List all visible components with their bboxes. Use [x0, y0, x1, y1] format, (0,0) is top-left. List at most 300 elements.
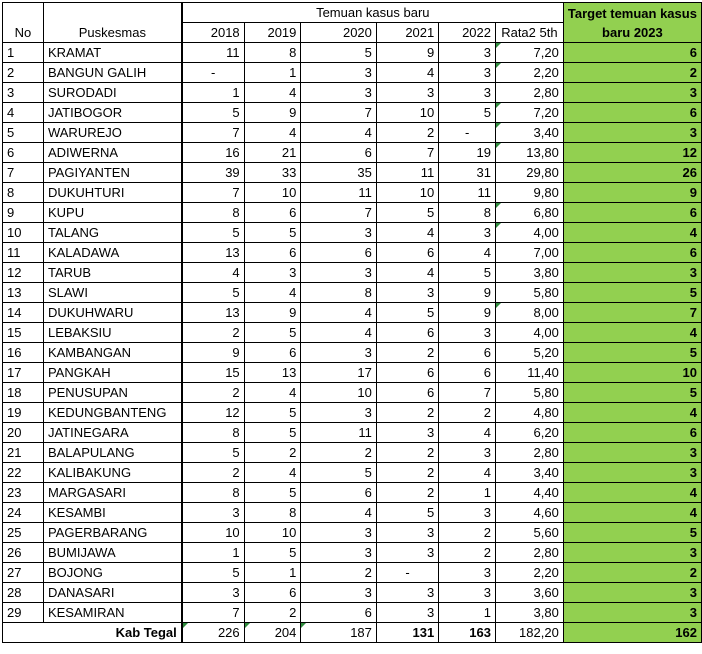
- cell-no[interactable]: 7: [3, 163, 44, 183]
- cell-year-2020[interactable]: 2: [301, 563, 377, 583]
- cell-no[interactable]: 17: [3, 363, 44, 383]
- cell-target[interactable]: 9: [563, 183, 701, 203]
- table-row: [3, 123, 702, 143]
- cell-year-2022[interactable]: 2: [439, 543, 496, 563]
- cell-year-2022[interactable]: 9: [439, 283, 496, 303]
- cell-avg[interactable]: 2,80: [495, 443, 563, 463]
- cell-year-2018[interactable]: 7: [182, 123, 244, 143]
- table-row: [3, 363, 702, 383]
- cell-puskesmas[interactable]: PANGKAH: [43, 363, 181, 383]
- cell-year-2019[interactable]: 4: [244, 383, 301, 403]
- cell-no[interactable]: 24: [3, 503, 44, 523]
- cell-avg[interactable]: 3,60: [495, 583, 563, 603]
- cell-target[interactable]: 2: [563, 563, 701, 583]
- cell-target[interactable]: 3: [563, 603, 701, 623]
- cell-year-2021[interactable]: 2: [376, 403, 438, 423]
- cell-year-2022[interactable]: 19: [439, 143, 496, 163]
- cell-year-2018[interactable]: 2: [182, 383, 244, 403]
- cell-no[interactable]: 5: [3, 123, 44, 143]
- cell-puskesmas[interactable]: WARUREJO: [43, 123, 181, 143]
- cell-puskesmas[interactable]: SURODADI: [43, 83, 181, 103]
- cell-year-2020[interactable]: 7: [301, 103, 377, 123]
- cell-no[interactable]: 16: [3, 343, 44, 363]
- cell-year-2021[interactable]: 6: [376, 363, 438, 383]
- table-row: [3, 223, 702, 243]
- cell-year-2018[interactable]: 5: [182, 563, 244, 583]
- cell-year-2021[interactable]: 3: [376, 423, 438, 443]
- cell-year-2018[interactable]: -: [182, 63, 244, 83]
- header-avg[interactable]: Rata2 5th: [495, 23, 563, 43]
- cell-year-2020[interactable]: 3: [301, 543, 377, 563]
- cell-no[interactable]: 15: [3, 323, 44, 343]
- total-year-2019[interactable]: 204: [244, 623, 301, 643]
- cell-year-2019[interactable]: 4: [244, 123, 301, 143]
- table-row: [3, 83, 702, 103]
- cell-year-2018[interactable]: 13: [182, 303, 244, 323]
- cell-target[interactable]: 6: [563, 203, 701, 223]
- cell-no[interactable]: 21: [3, 443, 44, 463]
- cell-year-2019[interactable]: 13: [244, 363, 301, 383]
- cell-puskesmas[interactable]: JATIBOGOR: [43, 103, 181, 123]
- cell-year-2020[interactable]: 6: [301, 603, 377, 623]
- cell-target[interactable]: 3: [563, 443, 701, 463]
- cell-avg[interactable]: 4,80: [495, 403, 563, 423]
- cell-avg[interactable]: 7,00: [495, 243, 563, 263]
- cell-year-2021[interactable]: 6: [376, 323, 438, 343]
- cell-no[interactable]: 18: [3, 383, 44, 403]
- cell-target[interactable]: 6: [563, 423, 701, 443]
- cell-year-2020[interactable]: 11: [301, 183, 377, 203]
- cell-year-2021[interactable]: -: [376, 563, 438, 583]
- cell-year-2020[interactable]: 6: [301, 243, 377, 263]
- cell-year-2020[interactable]: 7: [301, 203, 377, 223]
- cell-year-2019[interactable]: 6: [244, 203, 301, 223]
- cell-year-2020[interactable]: 35: [301, 163, 377, 183]
- cell-year-2018[interactable]: 8: [182, 483, 244, 503]
- cell-avg[interactable]: 2,80: [495, 83, 563, 103]
- cell-year-2022[interactable]: 5: [439, 263, 496, 283]
- cell-year-2018[interactable]: 2: [182, 323, 244, 343]
- cell-avg[interactable]: 11,40: [495, 363, 563, 383]
- cell-no[interactable]: 6: [3, 143, 44, 163]
- cell-puskesmas[interactable]: KESAMBI: [43, 503, 181, 523]
- cell-no[interactable]: 19: [3, 403, 44, 423]
- cell-puskesmas[interactable]: TALANG: [43, 223, 181, 243]
- cell-year-2018[interactable]: 10: [182, 523, 244, 543]
- cell-year-2018[interactable]: 7: [182, 603, 244, 623]
- cell-year-2020[interactable]: 4: [301, 123, 377, 143]
- cell-year-2019[interactable]: 1: [244, 63, 301, 83]
- cell-year-2022[interactable]: 3: [439, 63, 496, 83]
- cell-year-2018[interactable]: 9: [182, 343, 244, 363]
- table-row: [3, 383, 702, 403]
- cell-year-2021[interactable]: 3: [376, 283, 438, 303]
- cell-year-2021[interactable]: 4: [376, 223, 438, 243]
- cell-target[interactable]: 10: [563, 363, 701, 383]
- table-row: [3, 163, 702, 183]
- cell-puskesmas[interactable]: DUKUHTURI: [43, 183, 181, 203]
- cell-target[interactable]: 6: [563, 243, 701, 263]
- cell-puskesmas[interactable]: JATINEGARA: [43, 423, 181, 443]
- cell-puskesmas[interactable]: BOJONG: [43, 563, 181, 583]
- cell-year-2019[interactable]: 21: [244, 143, 301, 163]
- cell-puskesmas[interactable]: KAMBANGAN: [43, 343, 181, 363]
- tb-case-table: [2, 2, 702, 643]
- cell-year-2022[interactable]: 1: [439, 483, 496, 503]
- cell-no[interactable]: 22: [3, 463, 44, 483]
- cell-year-2022[interactable]: 31: [439, 163, 496, 183]
- cell-no[interactable]: 20: [3, 423, 44, 443]
- header-target-line1: Target temuan kasus: [567, 5, 697, 21]
- cell-avg[interactable]: 2,80: [495, 543, 563, 563]
- cell-avg[interactable]: 6,20: [495, 423, 563, 443]
- cell-year-2022[interactable]: 2: [439, 403, 496, 423]
- cell-avg[interactable]: 4,40: [495, 483, 563, 503]
- cell-target[interactable]: 5: [563, 283, 701, 303]
- cell-year-2022[interactable]: 1: [439, 603, 496, 623]
- cell-target[interactable]: 26: [563, 163, 701, 183]
- cell-target[interactable]: 6: [563, 103, 701, 123]
- table-row: [3, 563, 702, 583]
- cell-year-2021[interactable]: 7: [376, 143, 438, 163]
- cell-no[interactable]: 14: [3, 303, 44, 323]
- cell-no[interactable]: 29: [3, 603, 44, 623]
- cell-avg[interactable]: 9,80: [495, 183, 563, 203]
- cell-target[interactable]: 6: [563, 43, 701, 63]
- cell-avg[interactable]: 6,80: [495, 203, 563, 223]
- cell-target[interactable]: 12: [563, 143, 701, 163]
- cell-puskesmas[interactable]: PAGERBARANG: [43, 523, 181, 543]
- cell-avg[interactable]: 3,80: [495, 263, 563, 283]
- cell-avg[interactable]: 5,60: [495, 523, 563, 543]
- cell-target[interactable]: 3: [563, 263, 701, 283]
- cell-year-2019[interactable]: 5: [244, 403, 301, 423]
- cell-year-2022[interactable]: 4: [439, 423, 496, 443]
- cell-target[interactable]: 3: [563, 123, 701, 143]
- cell-year-2022[interactable]: 2: [439, 523, 496, 543]
- cell-avg[interactable]: 2,20: [495, 63, 563, 83]
- total-target[interactable]: 162: [563, 623, 701, 643]
- cell-year-2022[interactable]: 5: [439, 103, 496, 123]
- cell-year-2019[interactable]: 2: [244, 443, 301, 463]
- cell-year-2020[interactable]: 3: [301, 523, 377, 543]
- total-year-2018[interactable]: 226: [182, 623, 244, 643]
- cell-year-2019[interactable]: 8: [244, 503, 301, 523]
- cell-year-2021[interactable]: 9: [376, 43, 438, 63]
- cell-year-2021[interactable]: 11: [376, 163, 438, 183]
- cell-year-2019[interactable]: 33: [244, 163, 301, 183]
- cell-puskesmas[interactable]: DANASARI: [43, 583, 181, 603]
- cell-puskesmas[interactable]: ADIWERNA: [43, 143, 181, 163]
- cell-avg[interactable]: 8,00: [495, 303, 563, 323]
- cell-year-2020[interactable]: 5: [301, 463, 377, 483]
- cell-year-2018[interactable]: 3: [182, 503, 244, 523]
- cell-target[interactable]: 4: [563, 483, 701, 503]
- cell-year-2021[interactable]: 2: [376, 343, 438, 363]
- cell-avg[interactable]: 5,20: [495, 343, 563, 363]
- cell-avg[interactable]: 2,20: [495, 563, 563, 583]
- header-target[interactable]: [563, 3, 701, 43]
- cell-year-2021[interactable]: 5: [376, 203, 438, 223]
- cell-year-2019[interactable]: 6: [244, 343, 301, 363]
- cell-year-2021[interactable]: 2: [376, 463, 438, 483]
- cell-year-2021[interactable]: 3: [376, 83, 438, 103]
- cell-year-2020[interactable]: 3: [301, 343, 377, 363]
- table-row: [3, 143, 702, 163]
- cell-year-2020[interactable]: 3: [301, 63, 377, 83]
- cell-year-2022[interactable]: 4: [439, 463, 496, 483]
- cell-year-2020[interactable]: 2: [301, 443, 377, 463]
- cell-no[interactable]: 10: [3, 223, 44, 243]
- cell-year-2019[interactable]: 4: [244, 463, 301, 483]
- cell-year-2019[interactable]: 6: [244, 243, 301, 263]
- cell-year-2019[interactable]: 1: [244, 563, 301, 583]
- cell-puskesmas[interactable]: DUKUHWARU: [43, 303, 181, 323]
- cell-year-2021[interactable]: 10: [376, 103, 438, 123]
- cell-no[interactable]: 4: [3, 103, 44, 123]
- cell-year-2018[interactable]: 7: [182, 183, 244, 203]
- cell-year-2019[interactable]: 9: [244, 103, 301, 123]
- cell-year-2018[interactable]: 5: [182, 103, 244, 123]
- cell-year-2019[interactable]: 2: [244, 603, 301, 623]
- cell-no[interactable]: 26: [3, 543, 44, 563]
- cell-year-2018[interactable]: 8: [182, 203, 244, 223]
- header-row-group: [3, 3, 702, 23]
- cell-year-2020[interactable]: 6: [301, 483, 377, 503]
- cell-avg[interactable]: 7,20: [495, 43, 563, 63]
- cell-no[interactable]: 8: [3, 183, 44, 203]
- table-row: [3, 423, 702, 443]
- cell-year-2019[interactable]: 6: [244, 583, 301, 603]
- cell-year-2018[interactable]: 5: [182, 223, 244, 243]
- cell-year-2022[interactable]: 11: [439, 183, 496, 203]
- cell-target[interactable]: 4: [563, 223, 701, 243]
- cell-no[interactable]: 23: [3, 483, 44, 503]
- cell-year-2022[interactable]: 7: [439, 383, 496, 403]
- cell-target[interactable]: 3: [563, 583, 701, 603]
- cell-year-2021[interactable]: 3: [376, 523, 438, 543]
- cell-avg[interactable]: 4,00: [495, 223, 563, 243]
- cell-year-2022[interactable]: 4: [439, 243, 496, 263]
- cell-year-2020[interactable]: 8: [301, 283, 377, 303]
- total-year-2021[interactable]: 131: [376, 623, 438, 643]
- cell-year-2018[interactable]: 1: [182, 83, 244, 103]
- cell-year-2021[interactable]: 4: [376, 63, 438, 83]
- cell-target[interactable]: 5: [563, 383, 701, 403]
- cell-target[interactable]: 5: [563, 523, 701, 543]
- header-no[interactable]: No: [3, 3, 44, 43]
- cell-year-2022[interactable]: 3: [439, 563, 496, 583]
- cell-year-2020[interactable]: 17: [301, 363, 377, 383]
- cell-no[interactable]: 11: [3, 243, 44, 263]
- cell-target[interactable]: 4: [563, 323, 701, 343]
- table-row: [3, 43, 702, 63]
- table-row: [3, 323, 702, 343]
- cell-year-2019[interactable]: 10: [244, 523, 301, 543]
- cell-puskesmas[interactable]: KRAMAT: [43, 43, 181, 63]
- cell-year-2020[interactable]: 3: [301, 263, 377, 283]
- cell-year-2019[interactable]: 9: [244, 303, 301, 323]
- cell-avg[interactable]: 5,80: [495, 283, 563, 303]
- cell-no[interactable]: 9: [3, 203, 44, 223]
- cell-no[interactable]: 25: [3, 523, 44, 543]
- cell-year-2022[interactable]: 8: [439, 203, 496, 223]
- cell-year-2018[interactable]: 12: [182, 403, 244, 423]
- cell-year-2019[interactable]: 5: [244, 543, 301, 563]
- table-row: [3, 603, 702, 623]
- cell-year-2020[interactable]: 4: [301, 503, 377, 523]
- cell-no[interactable]: 2: [3, 63, 44, 83]
- cell-year-2020[interactable]: 3: [301, 83, 377, 103]
- cell-year-2022[interactable]: 3: [439, 43, 496, 63]
- cell-year-2022[interactable]: -: [439, 123, 496, 143]
- total-year-2022[interactable]: 163: [439, 623, 496, 643]
- cell-year-2018[interactable]: 5: [182, 443, 244, 463]
- cell-year-2022[interactable]: 9: [439, 303, 496, 323]
- cell-year-2022[interactable]: 6: [439, 363, 496, 383]
- cell-no[interactable]: 3: [3, 83, 44, 103]
- table-row: [3, 63, 702, 83]
- cell-year-2019[interactable]: 5: [244, 423, 301, 443]
- table-row: [3, 103, 702, 123]
- cell-year-2022[interactable]: 3: [439, 223, 496, 243]
- cell-avg[interactable]: 3,40: [495, 463, 563, 483]
- table-row: [3, 303, 702, 323]
- cell-year-2019[interactable]: 10: [244, 183, 301, 203]
- cell-target[interactable]: 3: [563, 83, 701, 103]
- table-row: [3, 283, 702, 303]
- cell-year-2018[interactable]: 16: [182, 143, 244, 163]
- cell-avg[interactable]: 13,80: [495, 143, 563, 163]
- cell-no[interactable]: 1: [3, 43, 44, 63]
- cell-year-2020[interactable]: 3: [301, 583, 377, 603]
- cell-puskesmas[interactable]: MARGASARI: [43, 483, 181, 503]
- cell-puskesmas[interactable]: KEDUNGBANTENG: [43, 403, 181, 423]
- cell-year-2021[interactable]: 5: [376, 303, 438, 323]
- cell-target[interactable]: 4: [563, 403, 701, 423]
- cell-avg[interactable]: 3,40: [495, 123, 563, 143]
- cell-year-2019[interactable]: 5: [244, 483, 301, 503]
- header-year-2018[interactable]: 2018: [182, 23, 244, 43]
- cell-no[interactable]: 27: [3, 563, 44, 583]
- cell-year-2019[interactable]: 5: [244, 323, 301, 343]
- cell-year-2021[interactable]: 3: [376, 603, 438, 623]
- cell-year-2020[interactable]: 5: [301, 43, 377, 63]
- cell-year-2018[interactable]: 15: [182, 363, 244, 383]
- cell-year-2020[interactable]: 3: [301, 403, 377, 423]
- cell-avg[interactable]: 4,60: [495, 503, 563, 523]
- cell-year-2022[interactable]: 3: [439, 583, 496, 603]
- header-year-2022[interactable]: 2022: [439, 23, 496, 43]
- header-puskesmas[interactable]: Puskesmas: [43, 3, 181, 43]
- cell-avg[interactable]: 7,20: [495, 103, 563, 123]
- cell-year-2022[interactable]: 3: [439, 443, 496, 463]
- cell-year-2022[interactable]: 6: [439, 343, 496, 363]
- cell-year-2018[interactable]: 11: [182, 43, 244, 63]
- cell-year-2021[interactable]: 2: [376, 443, 438, 463]
- cell-year-2020[interactable]: 4: [301, 323, 377, 343]
- total-year-2020[interactable]: 187: [301, 623, 377, 643]
- cell-puskesmas[interactable]: KESAMIRAN: [43, 603, 181, 623]
- cell-year-2019[interactable]: 3: [244, 263, 301, 283]
- cell-year-2021[interactable]: 2: [376, 123, 438, 143]
- cell-puskesmas[interactable]: BUMIJAWA: [43, 543, 181, 563]
- cell-target[interactable]: 4: [563, 503, 701, 523]
- cell-year-2021[interactable]: 3: [376, 543, 438, 563]
- cell-year-2018[interactable]: 1: [182, 543, 244, 563]
- cell-year-2022[interactable]: 3: [439, 503, 496, 523]
- cell-puskesmas[interactable]: TARUB: [43, 263, 181, 283]
- cell-year-2018[interactable]: 13: [182, 243, 244, 263]
- cell-year-2021[interactable]: 3: [376, 583, 438, 603]
- cell-year-2019[interactable]: 4: [244, 283, 301, 303]
- cell-year-2018[interactable]: 39: [182, 163, 244, 183]
- cell-puskesmas[interactable]: BANGUN GALIH: [43, 63, 181, 83]
- cell-year-2018[interactable]: 5: [182, 283, 244, 303]
- cell-target[interactable]: 2: [563, 63, 701, 83]
- cell-target[interactable]: 3: [563, 543, 701, 563]
- cell-no[interactable]: 13: [3, 283, 44, 303]
- cell-year-2019[interactable]: 5: [244, 223, 301, 243]
- cell-target[interactable]: 7: [563, 303, 701, 323]
- cell-no[interactable]: 28: [3, 583, 44, 603]
- cell-year-2021[interactable]: 2: [376, 483, 438, 503]
- cell-puskesmas[interactable]: KALADAWA: [43, 243, 181, 263]
- header-temuan-group[interactable]: Temuan kasus baru: [182, 3, 564, 23]
- cell-puskesmas[interactable]: PAGIYANTEN: [43, 163, 181, 183]
- cell-puskesmas[interactable]: KALIBAKUNG: [43, 463, 181, 483]
- cell-year-2021[interactable]: 10: [376, 183, 438, 203]
- cell-year-2020[interactable]: 6: [301, 143, 377, 163]
- cell-year-2018[interactable]: 4: [182, 263, 244, 283]
- cell-puskesmas[interactable]: KUPU: [43, 203, 181, 223]
- cell-no[interactable]: 12: [3, 263, 44, 283]
- total-label[interactable]: Kab Tegal: [3, 623, 182, 643]
- cell-avg[interactable]: 3,80: [495, 603, 563, 623]
- cell-year-2020[interactable]: 10: [301, 383, 377, 403]
- cell-puskesmas[interactable]: LEBAKSIU: [43, 323, 181, 343]
- cell-year-2019[interactable]: 8: [244, 43, 301, 63]
- cell-year-2020[interactable]: 4: [301, 303, 377, 323]
- header-year-2019[interactable]: 2019: [244, 23, 301, 43]
- cell-puskesmas[interactable]: SLAWI: [43, 283, 181, 303]
- cell-year-2019[interactable]: 4: [244, 83, 301, 103]
- cell-year-2018[interactable]: 8: [182, 423, 244, 443]
- cell-puskesmas[interactable]: BALAPULANG: [43, 443, 181, 463]
- cell-year-2020[interactable]: 11: [301, 423, 377, 443]
- cell-avg[interactable]: 5,80: [495, 383, 563, 403]
- cell-year-2021[interactable]: 6: [376, 383, 438, 403]
- header-target-line2: baru 2023: [602, 24, 663, 40]
- cell-year-2022[interactable]: 3: [439, 83, 496, 103]
- cell-year-2018[interactable]: 2: [182, 463, 244, 483]
- cell-year-2021[interactable]: 6: [376, 243, 438, 263]
- cell-year-2021[interactable]: 4: [376, 263, 438, 283]
- header-year-2020[interactable]: 2020: [301, 23, 377, 43]
- header-year-2021[interactable]: 2021: [376, 23, 438, 43]
- cell-avg[interactable]: 29,80: [495, 163, 563, 183]
- cell-avg[interactable]: 4,00: [495, 323, 563, 343]
- cell-year-2020[interactable]: 3: [301, 223, 377, 243]
- cell-puskesmas[interactable]: PENUSUPAN: [43, 383, 181, 403]
- cell-year-2018[interactable]: 3: [182, 583, 244, 603]
- total-avg[interactable]: 182,20: [495, 623, 563, 643]
- table-row: [3, 443, 702, 463]
- cell-year-2022[interactable]: 3: [439, 323, 496, 343]
- cell-target[interactable]: 3: [563, 463, 701, 483]
- cell-target[interactable]: 5: [563, 343, 701, 363]
- cell-year-2021[interactable]: 5: [376, 503, 438, 523]
